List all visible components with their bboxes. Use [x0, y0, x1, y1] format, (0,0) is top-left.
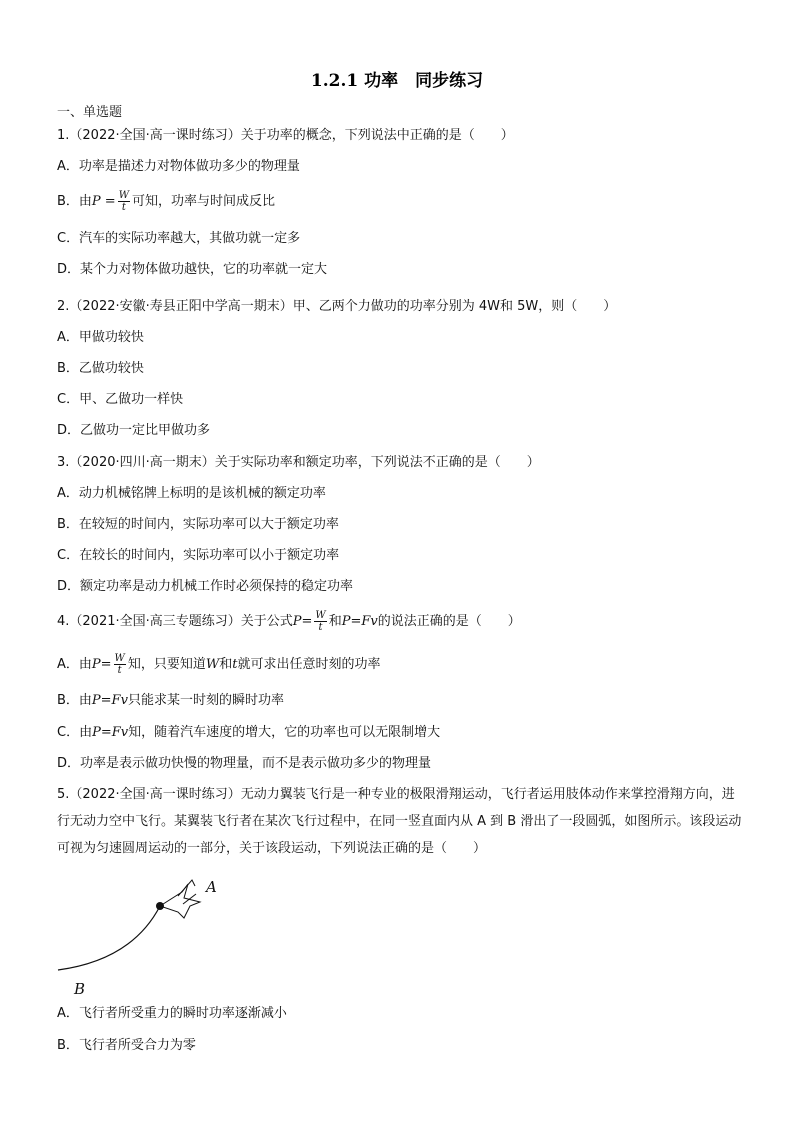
question-2-option-b: B．乙做功较快 — [57, 361, 144, 376]
question-3-stem: 3.（2020·四川·高一期末）关于实际功率和额定功率，下列说法不正确的是（ ） — [57, 455, 540, 470]
formula-lhs: P = — [91, 194, 116, 209]
question-1-option-b — [57, 189, 275, 215]
formula-lhs: P= — [292, 614, 313, 629]
question-3-option-b: B．在较短的时间内，实际功率可以大于额定功率 — [57, 517, 339, 532]
variable-t: t — [232, 657, 238, 672]
formula-power: P=Fv — [92, 725, 129, 740]
fraction — [314, 610, 326, 633]
wingsuit-diagram — [50, 872, 230, 997]
fraction-numerator: W — [315, 610, 326, 621]
fraction-numerator: W — [118, 190, 129, 201]
wingsuit-figure — [50, 872, 230, 1001]
option-c-prefix: C．由 — [57, 725, 93, 740]
option-a-text-1: 知，只要知道 — [127, 657, 206, 672]
question-3-option-c: C．在较长的时间内，实际功率可以小于额定功率 — [57, 548, 340, 563]
arc-path — [58, 906, 160, 970]
stem-suffix: 的说法正确的是（ ） — [377, 614, 521, 629]
option-b-suffix: 可知，功率与时间成反比 — [131, 194, 275, 209]
label-b: B — [74, 980, 86, 997]
formula-lhs: P= — [91, 657, 112, 672]
question-4-option-c — [57, 724, 440, 742]
question-5-option-a: A．飞行者所受重力的瞬时功率逐渐减小 — [57, 1006, 287, 1021]
question-4-option-b — [57, 692, 284, 710]
variable-w: W — [205, 657, 220, 672]
stem-prefix: 4.（2021·全国·高三专题练习）关于公式 — [57, 614, 293, 629]
option-b-prefix: B．由 — [57, 693, 92, 708]
fraction-denominator: t — [318, 622, 323, 633]
stem-middle: 和 — [328, 614, 342, 629]
section-heading: 一、单选题 — [57, 105, 123, 120]
option-a-text-2: 和 — [219, 657, 233, 672]
option-b-suffix: 只能求某一时刻的瞬时功率 — [127, 693, 284, 708]
question-1-option-d: D．某个力对物体做功越快，它的功率就一定大 — [57, 262, 328, 277]
question-2-option-c: C．甲、乙做功一样快 — [57, 392, 184, 407]
fraction-numerator: W — [114, 653, 125, 664]
question-3-option-d: D．额定功率是动力机械工作时必须保持的稳定功率 — [57, 579, 354, 594]
fraction-denominator: t — [121, 202, 126, 213]
formula-power: P=Fv — [341, 614, 378, 629]
fraction — [114, 653, 126, 676]
wingsuit-flyer-icon — [160, 880, 200, 918]
option-c-suffix: 知，随着汽车速度的增大，它的功率也可以无限制增大 — [128, 725, 441, 740]
question-4-stem — [57, 608, 521, 636]
page-title: 1.2.1 功率 同步练习 — [310, 71, 484, 91]
question-2-option-d: D．乙做功一定比甲做功多 — [57, 423, 211, 438]
fraction-denominator: t — [117, 665, 122, 676]
question-4-option-d: D．功率是表示做功快慢的物理量，而不是表示做功多少的物理量 — [57, 756, 432, 771]
question-5-stem: 5.（2022·全国·高一课时练习）无动力翼装飞行是一种专业的极限滑翔运动，飞行者运用肢体动作来掌控滑翔方向，进行无动力空中飞行。某翼装飞行者在某次飞行过程中，在同一竖直面内从 A 到 B 滑出了一段圆弧，如图所示。该段运动可视为匀速圆周运动的一部分，关于该段运动，下列说法正确的是（ ） — [57, 787, 742, 856]
option-a-prefix: A．由 — [57, 657, 92, 672]
question-5-option-b: B．飞行者所受合力为零 — [57, 1038, 196, 1053]
option-a-suffix: 就可求出任意时刻的功率 — [237, 657, 381, 672]
label-a: A — [206, 878, 217, 896]
question-4-option-a — [57, 651, 380, 679]
question-2-option-a: A．甲做功较快 — [57, 330, 144, 345]
option-b-prefix: B．由 — [57, 194, 92, 209]
question-2-stem: 2.（2022·安徽·寿县正阳中学高一期末）甲、乙两个力做功的功率分别为 4W和 5W，则（ ） — [57, 299, 617, 314]
formula-power: P=Fv — [91, 693, 128, 708]
question-1-option-c: C．汽车的实际功率越大，其做功就一定多 — [57, 231, 301, 246]
question-3-option-a: A．动力机械铭牌上标明的是该机械的额定功率 — [57, 486, 326, 501]
fraction — [118, 190, 130, 213]
question-1-option-a: A．功率是描述力对物体做功多少的物理量 — [57, 159, 300, 174]
question-1-stem: 1.（2022·全国·高一课时练习）关于功率的概念，下列说法中正确的是（ ） — [57, 128, 514, 143]
